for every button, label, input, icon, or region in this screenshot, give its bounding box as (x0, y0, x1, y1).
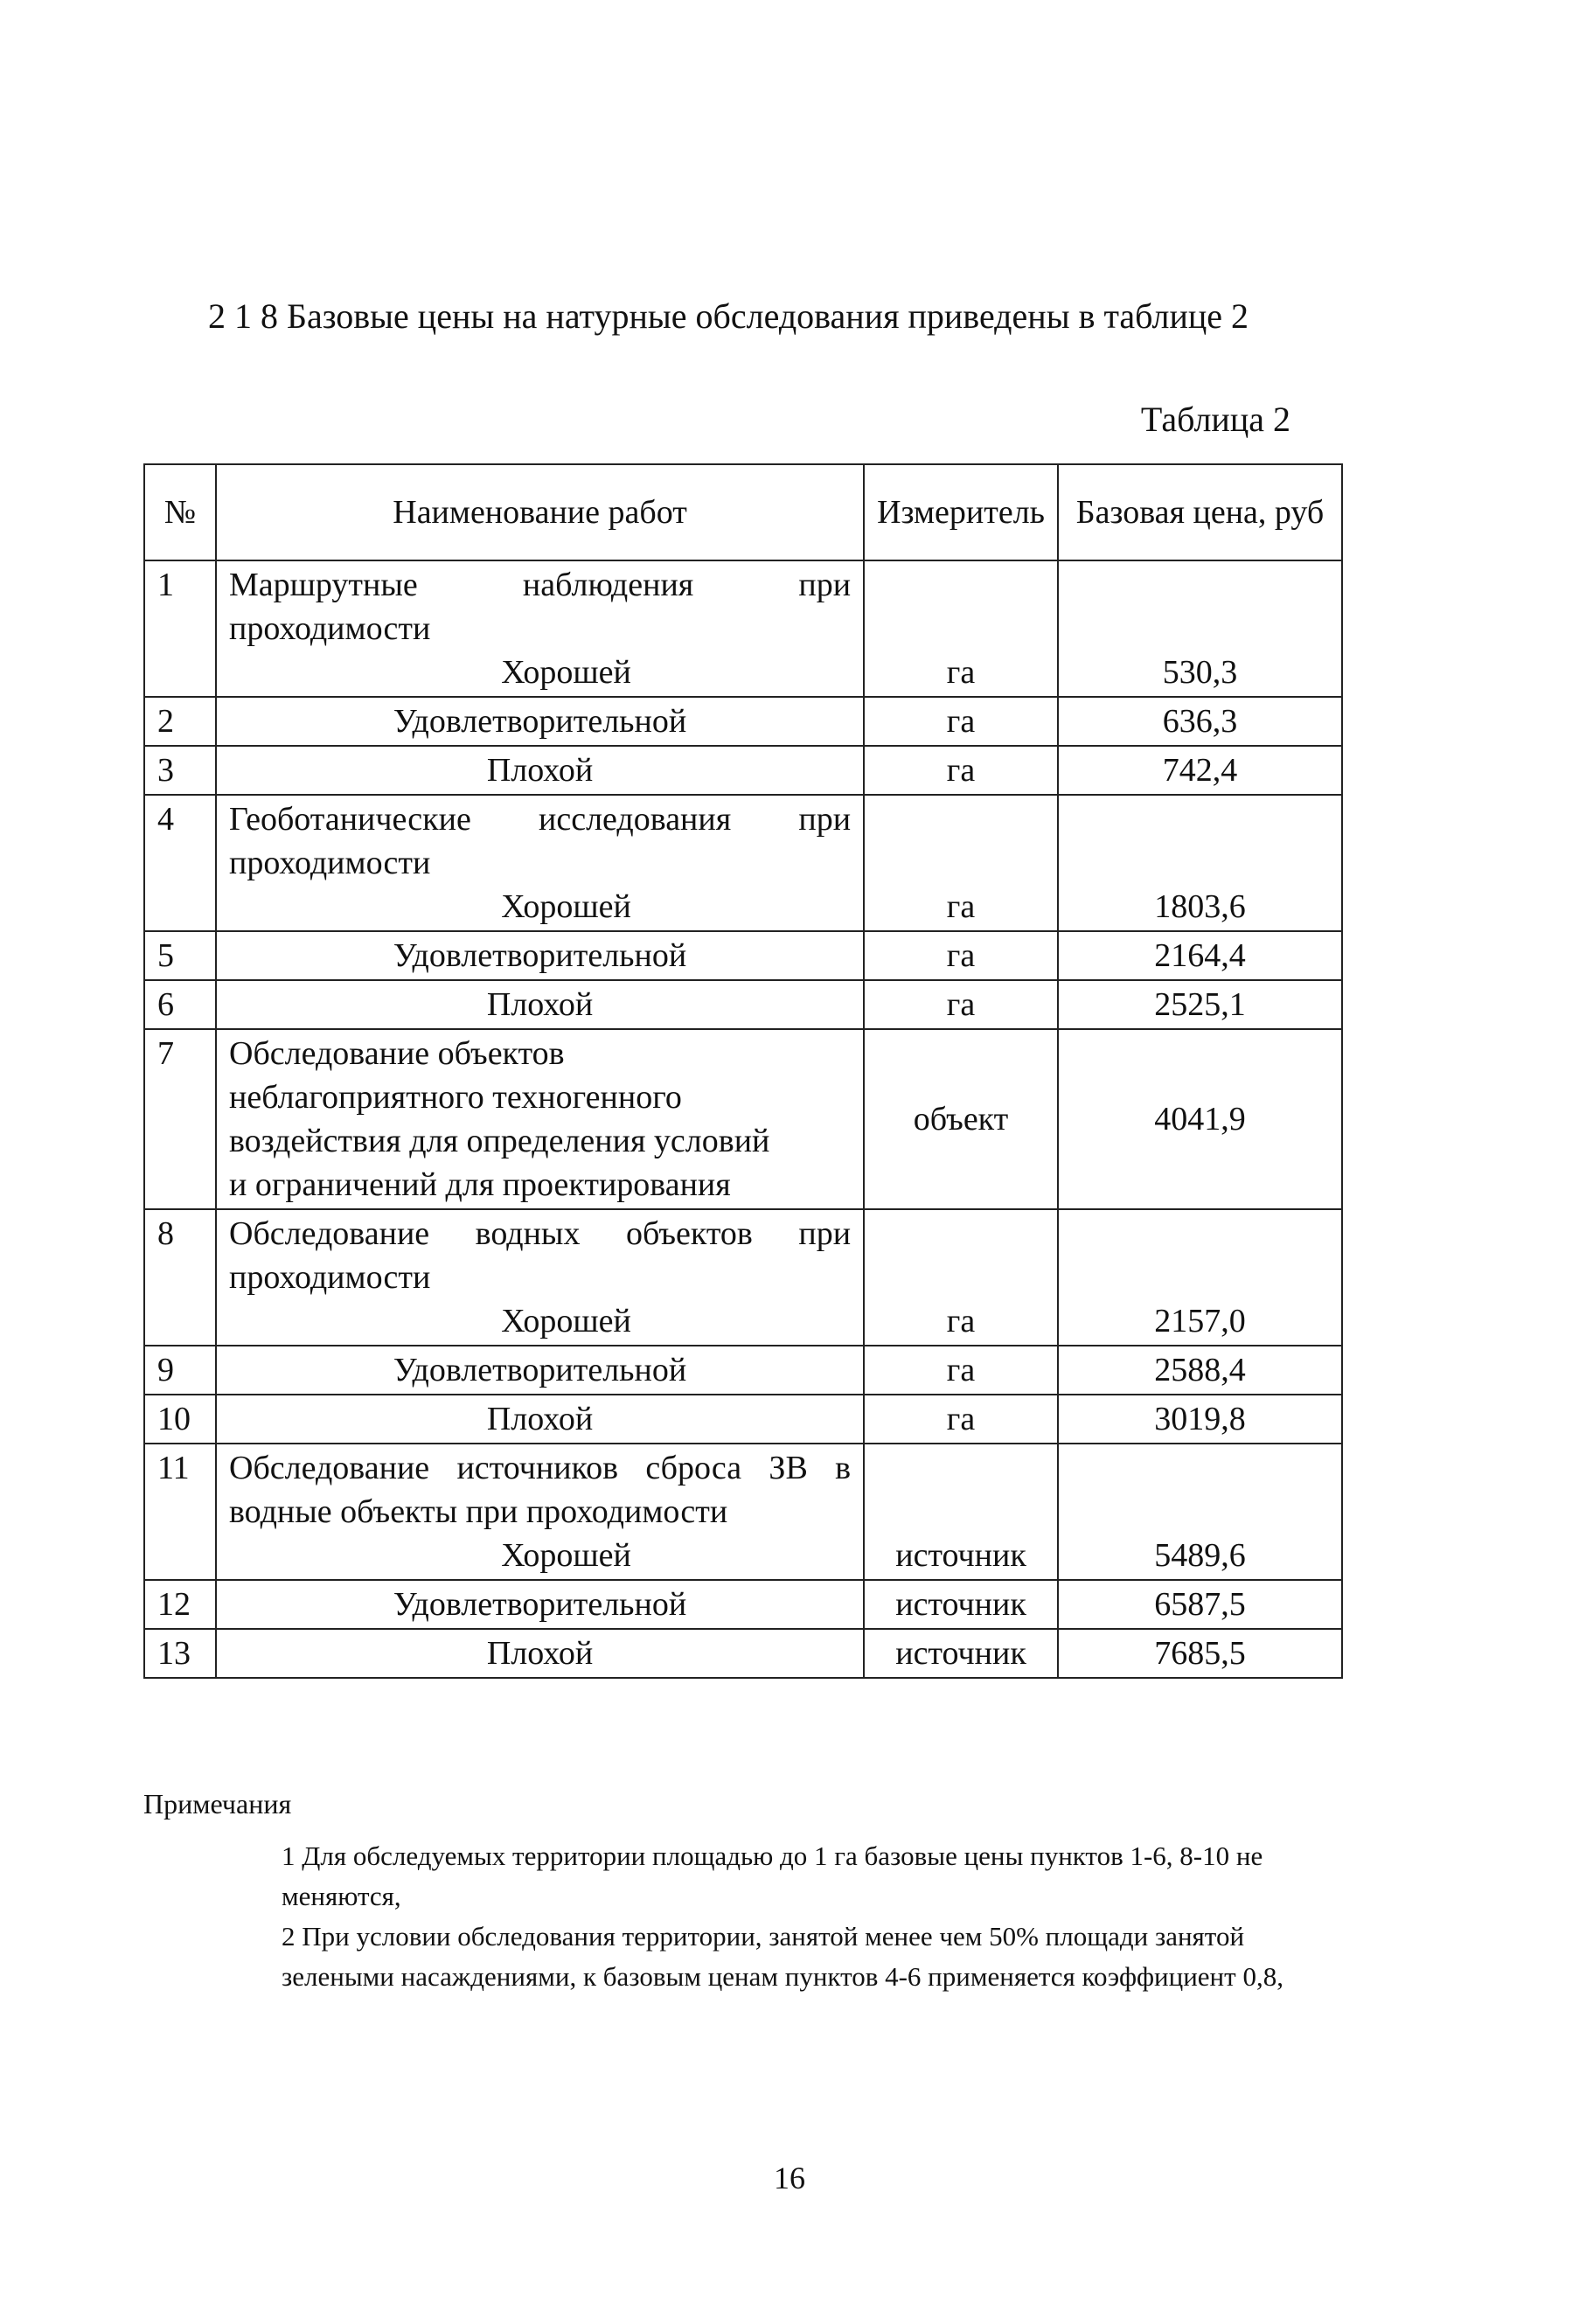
col-num-header: № (144, 464, 216, 560)
section-heading: 2 1 8 Базовые цены на натурные обследования приведены в таблице 2 (208, 296, 1249, 336)
row-num: 4 (144, 795, 216, 931)
row-price: 3019,8 (1058, 1395, 1342, 1444)
group-heading-line: проходимости (229, 610, 431, 647)
group-heading-line: воздействия для определения условий (229, 1123, 770, 1159)
group-heading-line: проходимости (229, 1259, 431, 1296)
row-price: 530,3 (1058, 560, 1342, 697)
row-unit: га (864, 1395, 1058, 1444)
heading-word: наблюдения (522, 567, 694, 603)
table-row (144, 1209, 1342, 1346)
table-row (144, 1029, 1342, 1209)
row-price: 2588,4 (1058, 1346, 1342, 1395)
heading-word: исследования (539, 801, 732, 838)
group-heading-line: неблагоприятного техногенного (229, 1079, 682, 1116)
row-price: 1803,6 (1058, 795, 1342, 931)
heading-word: сброса (645, 1450, 742, 1486)
row-price: 636,3 (1058, 697, 1342, 746)
row-unit: га (864, 1209, 1058, 1346)
notes-title: Примечания (143, 1788, 292, 1820)
row-num: 1 (144, 560, 216, 697)
row-unit: га (864, 1346, 1058, 1395)
row-name (216, 1444, 864, 1580)
row-subtitle: Хорошей (501, 1537, 631, 1574)
heading-word: при (798, 567, 852, 603)
table-row (144, 697, 1342, 746)
row-unit: объект (864, 1029, 1058, 1209)
row-subtitle: Плохой (216, 1395, 864, 1444)
table-row (144, 980, 1342, 1029)
row-subtitle: Хорошей (501, 1303, 631, 1339)
heading-word: в (835, 1450, 852, 1486)
col-name-header: Наименование работ (216, 464, 864, 560)
row-num: 5 (144, 931, 216, 980)
row-unit: источник (864, 1444, 1058, 1580)
row-subtitle: Плохой (216, 1629, 864, 1678)
row-unit: источник (864, 1629, 1058, 1678)
col-price-header: Базовая цена, руб (1058, 464, 1342, 560)
row-num: 9 (144, 1346, 216, 1395)
row-unit: га (864, 931, 1058, 980)
table-row (144, 746, 1342, 795)
row-unit: источник (864, 1580, 1058, 1629)
row-subtitle: Удовлетворительной (216, 1580, 864, 1629)
row-price: 7685,5 (1058, 1629, 1342, 1678)
table-header-row (144, 464, 1342, 560)
page-number: 16 (774, 2160, 805, 2195)
row-subtitle: Плохой (216, 746, 864, 795)
group-heading-line (229, 1446, 851, 1490)
col-unit-header: Измеритель (864, 464, 1058, 560)
row-price: 6587,5 (1058, 1580, 1342, 1629)
row-price: 4041,9 (1058, 1029, 1342, 1209)
table-row (144, 1629, 1342, 1678)
table-row (144, 1444, 1342, 1580)
heading-word: Обследование (229, 1215, 430, 1252)
row-subtitle: Хорошей (501, 888, 631, 925)
table-row (144, 1346, 1342, 1395)
row-price: 5489,6 (1058, 1444, 1342, 1580)
row-unit: га (864, 980, 1058, 1029)
price-table (143, 463, 1343, 1679)
row-num: 3 (144, 746, 216, 795)
group-heading-line: Обследование объектов (229, 1035, 565, 1072)
table-row (144, 560, 1342, 697)
row-unit: га (864, 560, 1058, 697)
heading-word: Обследование (229, 1450, 430, 1486)
row-subtitle: Удовлетворительной (216, 697, 864, 746)
group-heading-line: и ограничений для проектирования (229, 1166, 731, 1203)
heading-word: Геоботанические (229, 801, 471, 838)
note-item: 1 Для обследуемых территории площадью до 1 га базовые цены пунктов 1-6, 8-10 не меняются, (282, 1840, 1263, 1911)
row-subtitle: Плохой (216, 980, 864, 1029)
row-num: 13 (144, 1629, 216, 1678)
row-name (216, 560, 864, 697)
table-label: Таблица 2 (1140, 400, 1290, 439)
row-subtitle: Удовлетворительной (216, 1346, 864, 1395)
heading-word: объектов (625, 1215, 753, 1252)
heading-word: водных (475, 1215, 581, 1252)
row-num: 8 (144, 1209, 216, 1346)
table-row (144, 1395, 1342, 1444)
heading-word: при (798, 801, 852, 838)
row-unit: га (864, 795, 1058, 931)
table-row (144, 931, 1342, 980)
row-price: 2164,4 (1058, 931, 1342, 980)
group-heading-line (229, 1212, 851, 1256)
table-row (144, 1580, 1342, 1629)
row-unit: га (864, 746, 1058, 795)
row-unit: га (864, 697, 1058, 746)
row-num: 7 (144, 1029, 216, 1209)
table-row (144, 795, 1342, 931)
row-name (216, 795, 864, 931)
group-heading-line: водные объекты при проходимости (229, 1493, 728, 1530)
row-subtitle: Удовлетворительной (216, 931, 864, 980)
row-name (216, 1209, 864, 1346)
heading-word: при (798, 1215, 852, 1252)
row-price: 2157,0 (1058, 1209, 1342, 1346)
row-name (216, 1029, 864, 1209)
group-heading-line (229, 563, 851, 607)
notes-list (282, 1836, 1304, 1997)
group-heading-line (229, 797, 851, 841)
row-num: 6 (144, 980, 216, 1029)
row-num: 2 (144, 697, 216, 746)
note-item: 2 При условии обследования территории, занятой менее чем 50% площади занятой зелеными насаждениями, к базовым ценам пунктов 4-6 применяется коэффициент 0,8, (282, 1921, 1283, 1992)
group-heading-line: проходимости (229, 845, 431, 881)
row-num: 11 (144, 1444, 216, 1580)
row-num: 12 (144, 1580, 216, 1629)
row-price: 742,4 (1058, 746, 1342, 795)
row-num: 10 (144, 1395, 216, 1444)
heading-word: источников (456, 1450, 619, 1486)
row-price: 2525,1 (1058, 980, 1342, 1029)
row-subtitle: Хорошей (501, 654, 631, 691)
heading-word: ЗВ (769, 1450, 808, 1486)
heading-word: Маршрутные (229, 567, 418, 603)
